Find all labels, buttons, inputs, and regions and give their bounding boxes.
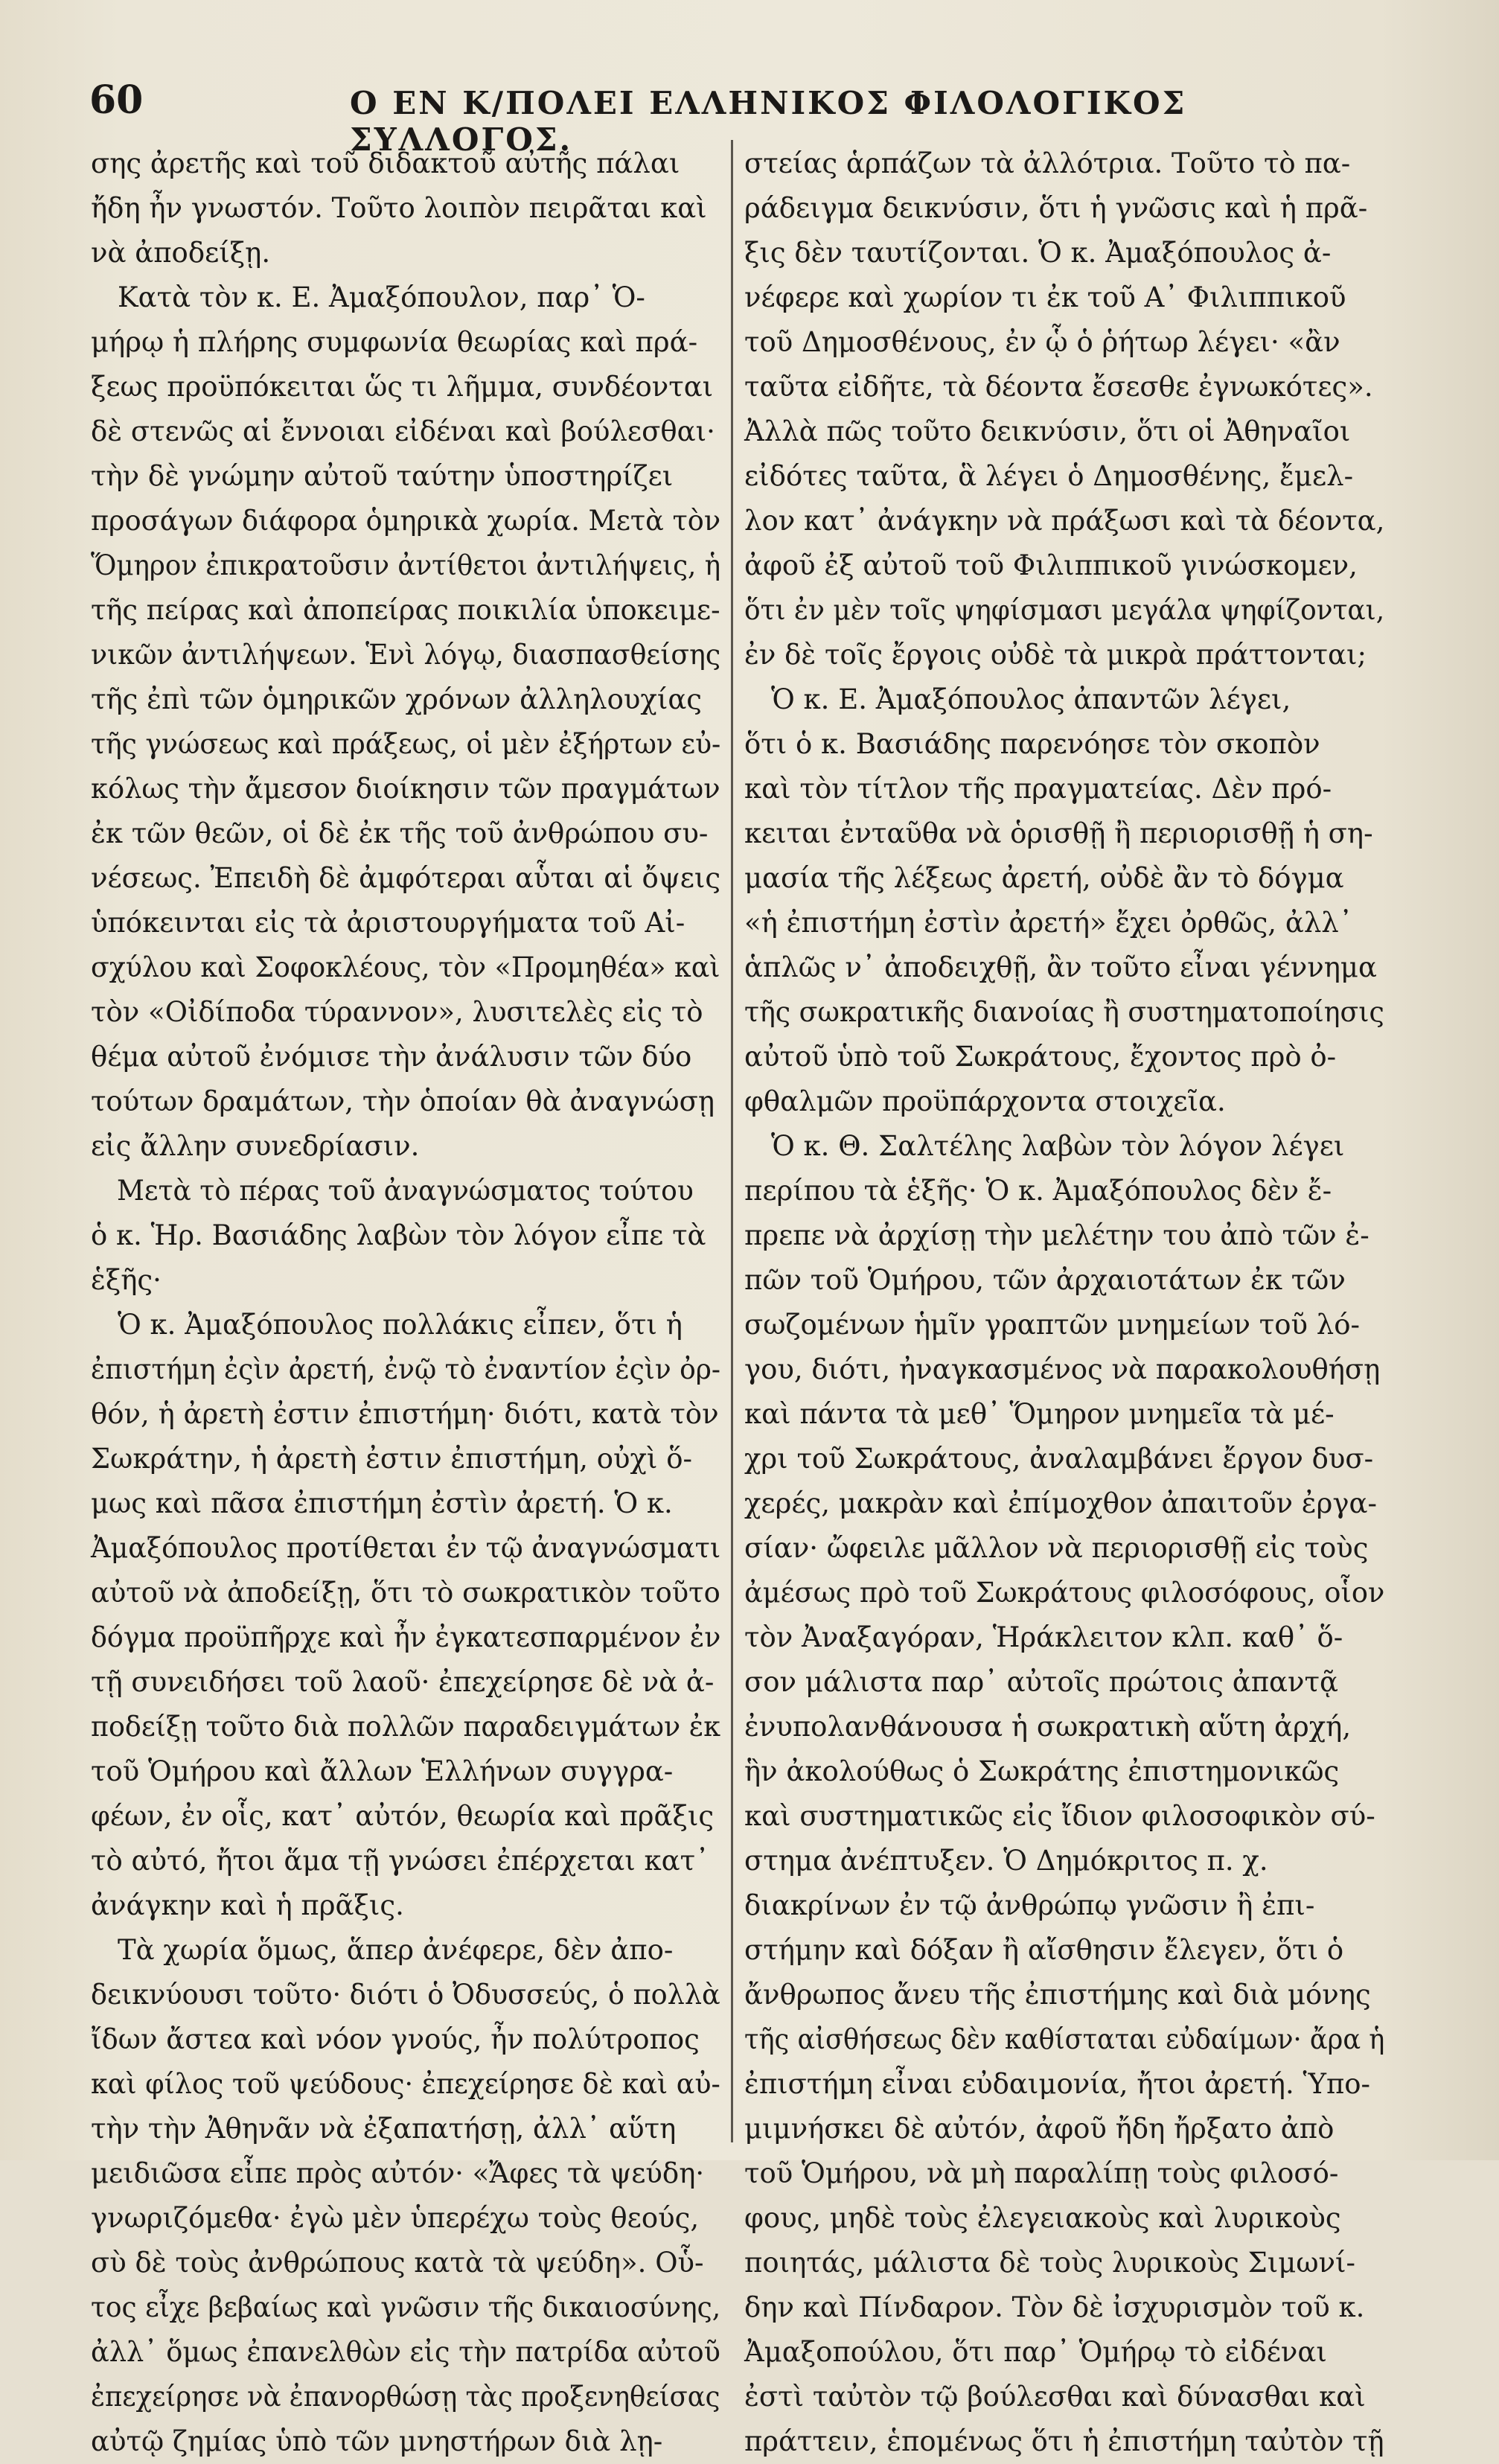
text-line: τὴν δὲ γνώμην αὐτοῦ ταύτην ὑποστηρίζει — [91, 460, 674, 492]
text-line: τῆς αἰσθήσεως δὲν καθίσταται εὐδαίμων· ἄρα ἡ — [744, 2023, 1385, 2055]
text-line: μειδιῶσα εἶπε πρὸς αὐτόν· «Ἄφες τὰ ψεύδη· — [91, 2157, 705, 2189]
text-line: Ὁ κ. Θ. Σαλτέλης λαβὼν τὸν λόγον λέγει — [771, 1130, 1345, 1162]
text-line: Ὅμηρον ἐπικρατοῦσιν ἀντίθετοι ἀντιλήψεις, ἡ — [91, 549, 721, 581]
text-line: ἄνθρωπος ἄνευ τῆς ἐπιστήμης καὶ διὰ μόνης — [744, 1979, 1371, 2011]
text-line: ποδείξῃ τοῦτο διὰ πολλῶν παραδειγμάτων ἐκ — [91, 1711, 721, 1743]
text-line: χρι τοῦ Σωκράτους, ἀναλαμβάνει ἔργον δυσ- — [744, 1443, 1374, 1475]
text-line: περίπου τὰ ἑξῆς· Ὁ κ. Ἀμαξόπουλος δὲν ἔ- — [744, 1175, 1332, 1207]
text-line: Ἀλλὰ πῶς τοῦτο δεικνύσιν, ὅτι οἱ Ἀθηναῖοι — [744, 415, 1351, 447]
text-line: σον μάλιστα παρ᾽ αὐτοῖς πρώτοις ἀπαντᾷ — [744, 1666, 1338, 1698]
text-line: ἑξῆς· — [91, 1264, 162, 1296]
text-line: στείας ἁρπάζων τὰ ἀλλότρια. Τοῦτο τὸ πα- — [744, 147, 1351, 179]
text-line: ποιητάς, μάλιστα δὲ τοὺς λυρικοὺς Σιμωνί- — [744, 2247, 1356, 2279]
text-line: κειται ἐνταῦθα νὰ ὁρισθῇ ἢ περιορισθῇ ἡ ση- — [744, 817, 1373, 849]
text-line: δὲ στενῶς αἱ ἔννοιαι εἰδέναι καὶ βούλεσθαι· — [91, 415, 715, 447]
text-line: ὅτι ὁ κ. Βασιάδης παρενόησε τὸν σκοπὸν — [744, 728, 1320, 760]
text-line: πῶν τοῦ Ὁμήρου, τῶν ἀρχαιοτάτων ἐκ τῶν — [744, 1264, 1346, 1296]
text-line: δην καὶ Πίνδαρον. Τὸν δὲ ἰσχυρισμὸν τοῦ κ. — [744, 2291, 1365, 2323]
text-line: τὸν Ἀναξαγόραν, Ἡράκλειτον κλπ. καθ᾽ ὅ- — [744, 1621, 1343, 1653]
left-column — [91, 141, 721, 2457]
text-line: «ἡ ἐπιστήμη ἐστὶν ἀρετή» ἔχει ὀρθῶς, ἀλλ᾽ — [744, 907, 1353, 939]
text-line: εἰς ἄλλην συνεδρίασιν. — [91, 1130, 420, 1162]
text-line: Ἀμαξοπούλου, ὅτι παρ᾽ Ὁμήρῳ τὸ εἰδέναι — [744, 2336, 1327, 2368]
text-line: δεικνύουσι τοῦτο· διότι ὁ Ὀδυσσεύς, ὁ πολλὰ — [91, 1979, 720, 2011]
text-line: ἀφοῦ ἐξ αὐτοῦ τοῦ Φιλιππικοῦ γινώσκομεν, — [744, 549, 1358, 581]
text-line: ξις δὲν ταυτίζονται. Ὁ κ. Ἀμαξόπουλος ἀ- — [744, 237, 1332, 269]
text-line: Τὰ χωρία ὅμως, ἅπερ ἀνέφερε, δὲν ἀπο- — [118, 1934, 674, 1966]
text-line: σης ἀρετῆς καὶ τοῦ διδακτοῦ αὐτῆς πάλαι — [91, 147, 680, 179]
text-line: μασία τῆς λέξεως ἀρετή, οὐδὲ ἂν τὸ δόγμα — [744, 862, 1344, 894]
text-line: καὶ πάντα τὰ μεθ᾽ Ὅμηρον μνημεῖα τὰ μέ- — [744, 1398, 1335, 1430]
text-line: φους, μηδὲ τοὺς ἐλεγειακοὺς καὶ λυρικοὺς — [744, 2202, 1341, 2234]
text-line: τῆς πείρας καὶ ἀποπείρας ποικιλία ὑποκειμε- — [91, 594, 720, 626]
text-line: καὶ φίλος τοῦ ψεύδους· ἐπεχείρησε δὲ καὶ αὐ- — [91, 2068, 720, 2100]
page-number: 60 — [89, 77, 144, 123]
text-line: φθαλμῶν προϋπάρχοντα στοιχεῖα. — [744, 1085, 1226, 1117]
text-line: στημα ἀνέπτυξεν. Ὁ Δημόκριτος π. χ. — [744, 1845, 1268, 1877]
text-line: ταῦτα εἰδῆτε, τὰ δέοντα ἔσεσθε ἐγνωκότες». — [744, 371, 1373, 403]
text-line: Ὁ κ. Ἀμαξόπουλος πολλάκις εἶπεν, ὅτι ἡ — [118, 1309, 683, 1341]
text-line: αὐτοῦ ὑπὸ τοῦ Σωκράτους, ἔχοντος πρὸ ὀ- — [744, 1041, 1337, 1073]
text-line: τῆς σωκρατικῆς διανοίας ἢ συστηματοποίησις — [744, 996, 1384, 1028]
text-line: νικῶν ἀντιλήψεων. Ἑνὶ λόγῳ, διασπασθείσης — [91, 639, 721, 671]
text-line: γου, διότι, ἠναγκασμένος νὰ παρακολουθήσῃ — [744, 1353, 1381, 1385]
text-line: ἐν δὲ τοῖς ἔργοις οὐδὲ τὰ μικρὰ πράττονται; — [744, 639, 1367, 671]
text-line: αὐτοῦ νὰ ἀποδείξῃ, ὅτι τὸ σωκρατικὸν τοῦτο — [91, 1577, 720, 1609]
text-line: σίαν· ὤφειλε μᾶλλον νὰ περιορισθῇ εἰς τοὺς — [744, 1532, 1369, 1564]
right-column — [744, 141, 1385, 2457]
text-line: ὑπόκεινται εἰς τὰ ἀριστουργήματα τοῦ Αἰ- — [91, 907, 685, 939]
text-line: Ἀμαξόπουλος προτίθεται ἐν τῷ ἀναγνώσματι — [91, 1532, 721, 1564]
text-line: διακρίνων ἐν τῷ ἀνθρώπῳ γνῶσιν ἢ ἐπι- — [744, 1889, 1315, 1921]
text-line: νὰ ἀποδείξῃ. — [91, 237, 271, 269]
text-line: Κατὰ τὸν κ. Ε. Ἀμαξόπουλον, παρ᾽ Ὁ- — [118, 281, 645, 313]
text-line: τοῦ Ὁμήρου, νὰ μὴ παραλίπῃ τοὺς φιλοσό- — [744, 2157, 1339, 2189]
text-line: μως καὶ πᾶσα ἐπιστήμη ἐστὶν ἀρετή. Ὁ κ. — [91, 1487, 673, 1519]
text-line: σωζομένων ἡμῖν γραπτῶν μνημείων τοῦ λό- — [744, 1309, 1361, 1341]
text-line: προσάγων διάφορα ὁμηρικὰ χωρία. Μετὰ τὸν — [91, 505, 721, 537]
text-line: Μετὰ τὸ πέρας τοῦ ἀναγνώσματος τούτου — [117, 1175, 694, 1207]
text-line: σχύλου καὶ Σοφοκλέους, τὸν «Προμηθέα» καὶ — [91, 951, 720, 983]
text-line: κόλως τὴν ἄμεσον διοίκησιν τῶν πραγμάτων — [91, 773, 720, 805]
text-line: δόγμα προϋπῆρχε καὶ ἦν ἐγκατεσπαρμένον ἐν — [91, 1621, 721, 1653]
text-line: Ὁ κ. Ε. Ἀμαξόπουλος ἀπαντῶν λέγει, — [771, 683, 1291, 715]
text-line: καὶ συστηματικῶς εἰς ἴδιον φιλοσοφικὸν σύ- — [744, 1800, 1375, 1832]
text-line: ἐπιστήμη ἐςὶν ἀρετή, ἐνῷ τὸ ἐναντίον ἐςὶν ὀρ- — [91, 1353, 720, 1385]
text-line: ἀλλ᾽ ὅμως ἐπανελθὼν εἰς τὴν πατρίδα αὐτοῦ — [91, 2336, 720, 2368]
text-line: τούτων δραμάτων, τὴν ὁποίαν θὰ ἀναγνώσῃ — [91, 1085, 715, 1117]
text-line: ξεως προϋπόκειται ὥς τι λῆμμα, συνδέονται — [91, 371, 714, 403]
text-line: μήρῳ ἡ πλήρης συμφωνία θεωρίας καὶ πρά- — [91, 326, 698, 358]
text-line: ὁ κ. Ἡρ. Βασιάδης λαβὼν τὸν λόγον εἶπε τὰ — [91, 1219, 706, 1251]
text-line: ἀνάγκην καὶ ἡ πρᾶξις. — [91, 1889, 404, 1921]
text-line: χερές, μακρὰν καὶ ἐπίμοχθον ἀπαιτοῦν ἐργα- — [744, 1487, 1378, 1519]
text-line: εἰδότες ταῦτα, ἃ λέγει ὁ Δημοσθένης, ἔμελ- — [744, 460, 1354, 492]
page-header — [89, 77, 1414, 158]
text-line: νέφερε καὶ χωρίον τι ἐκ τοῦ Α᾽ Φιλιππικοῦ — [744, 281, 1346, 313]
text-line: τὸν «Οἰδίποδα τύραννον», λυσιτελὲς εἰς τὸ — [91, 996, 703, 1028]
text-line: ἀμέσως πρὸ τοῦ Σωκράτους φιλοσόφους, οἷον — [744, 1577, 1385, 1609]
text-line: μιμνήσκει δὲ αὐτόν, ἀφοῦ ἤδη ἤρξατο ἀπὸ — [744, 2113, 1335, 2145]
column-divider — [731, 140, 733, 2142]
text-line: στήμην καὶ δόξαν ἢ αἴσθησιν ἔλεγεν, ὅτι ὁ — [744, 1934, 1344, 1966]
text-line: τὸ αὐτό, ἤτοι ἅμα τῇ γνώσει ἐπέρχεται κατ᾽ — [91, 1845, 709, 1877]
text-line: φέων, ἐν οἷς, κατ᾽ αὐτόν, θεωρία καὶ πρᾶξις — [91, 1800, 715, 1832]
text-line: σὺ δὲ τοὺς ἀνθρώπους κατὰ τὰ ψεύδη». Οὗ- — [91, 2247, 704, 2279]
text-line: νέσεως. Ἐπειδὴ δὲ ἀμφότεραι αὗται αἱ ὄψεις — [91, 862, 721, 894]
text-line: πρεπε νὰ ἀρχίσῃ τὴν μελέτην του ἀπὸ τῶν ἐ- — [744, 1219, 1369, 1251]
text-line: τοῦ Δημοσθένους, ἐν ᾧ ὁ ῥήτωρ λέγει· «ἂν — [744, 326, 1340, 358]
text-line: ἁπλῶς ν᾽ ἀποδειχθῇ, ἂν τοῦτο εἶναι γέννημα — [744, 951, 1377, 983]
text-line: λον κατ᾽ ἀνάγκην νὰ πράξωσι καὶ τὰ δέοντα, — [744, 505, 1385, 537]
text-line: ὅτι ἐν μὲν τοῖς ψηφίσμασι μεγάλα ψηφίζονται, — [744, 594, 1385, 626]
text-line: ἤδη ἦν γνωστόν. Τοῦτο λοιπὸν πειρᾶται καὶ — [91, 192, 707, 224]
text-line: πράττειν, ἑπομένως ὅτι ἡ ἐπιστήμη ταὐτὸν τῇ — [744, 2425, 1384, 2457]
text-line: ἣν ἀκολούθως ὁ Σωκράτης ἐπιστημονικῶς — [744, 1755, 1340, 1787]
text-line: τῇ συνειδήσει τοῦ λαοῦ· ἐπεχείρησε δὲ νὰ ἀ- — [91, 1666, 715, 1698]
text-line: τὴν τὴν Ἀθηνᾶν νὰ ἐξαπατήσῃ, ἀλλ᾽ αὕτη — [91, 2113, 677, 2145]
text-line: καὶ τὸν τίτλον τῆς πραγματείας. Δὲν πρό- — [744, 773, 1332, 805]
text-line: τος εἶχε βεβαίως καὶ γνῶσιν τῆς δικαιοσύνης, — [91, 2291, 721, 2323]
text-line: αὐτῷ ζημίας ὑπὸ τῶν μνηστήρων διὰ λῃ- — [91, 2425, 663, 2457]
text-line: ἐστὶ ταὐτὸν τῷ βούλεσθαι καὶ δύνασθαι καὶ — [744, 2381, 1366, 2413]
text-line: ἐνυπολανθάνουσα ἡ σωκρατικὴ αὕτη ἀρχή, — [744, 1711, 1352, 1743]
text-line: ράδειγμα δεικνύσιν, ὅτι ἡ γνῶσις καὶ ἡ πρᾶ- — [744, 192, 1368, 224]
running-title: Ο ΕΝ Κ/ΠΟΛΕΙ ΕΛΛΗΝΙΚΟΣ ΦΙΛΟΛΟΓΙΚΟΣ ΣΥΛΛΟΓΟΣ. — [350, 85, 1187, 158]
text-line: θόν, ἡ ἀρετὴ ἐστιν ἐπιστήμη· διότι, κατὰ τὸν — [91, 1398, 719, 1430]
text-line: ἴδων ἄστεα καὶ νόον γνούς, ἦν πολύτροπος — [91, 2023, 700, 2055]
text-line: τῆς γνώσεως καὶ πράξεως, οἱ μὲν ἐξήρτων εὐ- — [91, 728, 721, 760]
text-line: ἐκ τῶν θεῶν, οἱ δὲ ἐκ τῆς τοῦ ἀνθρώπου συ- — [91, 817, 709, 849]
text-line: Σωκράτην, ἡ ἀρετὴ ἐστιν ἐπιστήμη, οὐχὶ ὅ- — [91, 1443, 692, 1475]
text-line: τοῦ Ὁμήρου καὶ ἄλλων Ἑλλήνων συγγρα- — [91, 1755, 674, 1787]
text-line: θέμα αὐτοῦ ἐνόμισε τὴν ἀνάλυσιν τῶν δύο — [91, 1041, 692, 1073]
text-line: τῆς ἐπὶ τῶν ὁμηρικῶν χρόνων ἀλληλουχίας — [91, 683, 703, 715]
text-line: γνωριζόμεθα· ἐγὼ μὲν ὑπερέχω τοὺς θεούς, — [91, 2202, 700, 2234]
text-line: ἐπεχείρησε νὰ ἐπανορθώσῃ τὰς προξενηθείσας — [91, 2381, 720, 2413]
text-line: ἐπιστήμη εἶναι εὐδαιμονία, ἤτοι ἀρετή. Ὑπο- — [744, 2068, 1371, 2100]
